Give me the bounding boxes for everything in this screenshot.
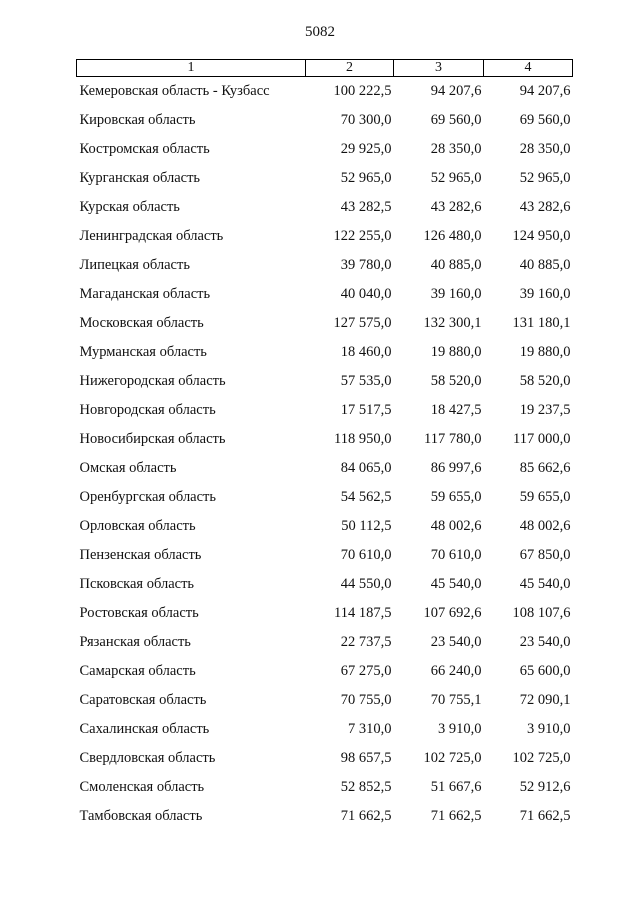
region-name-cell: Кемеровская область - Кузбасс <box>79 83 270 99</box>
value-col-3-cell: 48 002,6 <box>430 518 482 534</box>
value-col-4-cell: 85 662,6 <box>519 460 571 476</box>
region-name-cell: Свердловская область <box>79 750 216 766</box>
value-col-2-cell: 44 550,0 <box>340 576 392 592</box>
table-row <box>77 280 573 309</box>
table-row <box>77 512 573 541</box>
value-col-4-cell: 52 965,0 <box>519 170 571 186</box>
value-col-4-cell: 72 090,1 <box>519 692 571 708</box>
value-col-2-cell: 114 187,5 <box>334 605 392 621</box>
value-col-4-cell: 102 725,0 <box>512 750 571 766</box>
table-row <box>77 570 573 599</box>
value-col-3-cell: 117 780,0 <box>424 431 482 447</box>
value-col-2-cell: 29 925,0 <box>340 141 392 157</box>
column-header-row <box>77 60 573 77</box>
value-col-3-cell: 52 965,0 <box>430 170 482 186</box>
page-number: 5082 <box>305 24 335 40</box>
region-name-cell: Самарская область <box>79 663 196 679</box>
value-col-4-cell: 94 207,6 <box>519 83 571 99</box>
value-col-4-cell: 40 885,0 <box>519 257 571 273</box>
table-row <box>77 686 573 715</box>
value-col-3-cell: 43 282,6 <box>430 199 482 215</box>
table-row <box>77 454 573 483</box>
value-col-4-cell: 124 950,0 <box>512 228 571 244</box>
column-header-2: 2 <box>306 60 394 77</box>
value-col-3-cell: 70 610,0 <box>430 547 482 563</box>
value-col-4-cell: 108 107,6 <box>512 605 571 621</box>
value-col-4-cell: 19 237,5 <box>519 402 571 418</box>
column-header-4: 4 <box>484 60 573 77</box>
region-name-cell: Мурманская область <box>79 344 207 360</box>
column-header-3: 3 <box>394 60 484 77</box>
value-col-2-cell: 71 662,5 <box>340 808 392 824</box>
value-col-2-cell: 52 852,5 <box>340 779 392 795</box>
value-col-3-cell: 70 755,1 <box>430 692 482 708</box>
table-row <box>77 541 573 570</box>
value-col-4-cell: 39 160,0 <box>519 286 571 302</box>
region-name-cell: Оренбургская область <box>79 489 217 505</box>
value-col-3-cell: 45 540,0 <box>430 576 482 592</box>
value-col-3-cell: 40 885,0 <box>430 257 482 273</box>
value-col-3-cell: 86 997,6 <box>430 460 482 476</box>
column-header-1: 1 <box>77 60 306 77</box>
value-col-4-cell: 3 910,0 <box>527 721 571 737</box>
value-col-3-cell: 69 560,0 <box>430 112 482 128</box>
table-row <box>77 715 573 744</box>
table-row <box>77 802 573 831</box>
value-col-2-cell: 118 950,0 <box>334 431 392 447</box>
region-name-cell: Псковская область <box>79 576 195 592</box>
value-col-4-cell: 131 180,1 <box>512 315 571 331</box>
value-col-2-cell: 52 965,0 <box>340 170 392 186</box>
value-col-4-cell: 59 655,0 <box>519 489 571 505</box>
value-col-2-cell: 7 310,0 <box>348 721 392 737</box>
region-name-cell: Сахалинская область <box>79 721 210 737</box>
value-col-4-cell: 67 850,0 <box>519 547 571 563</box>
value-col-3-cell: 23 540,0 <box>430 634 482 650</box>
value-col-3-cell: 102 725,0 <box>423 750 482 766</box>
value-col-3-cell: 126 480,0 <box>423 228 482 244</box>
region-name-cell: Саратовская область <box>79 692 207 708</box>
region-name-cell: Курская область <box>79 199 180 215</box>
data-table <box>76 59 573 831</box>
value-col-2-cell: 70 300,0 <box>340 112 392 128</box>
table-body <box>77 77 573 832</box>
value-col-2-cell: 57 535,0 <box>340 373 392 389</box>
value-col-2-cell: 127 575,0 <box>333 315 392 331</box>
region-name-cell: Новосибирская область <box>79 431 226 447</box>
region-name-cell: Липецкая область <box>79 257 190 273</box>
value-col-2-cell: 50 112,5 <box>341 518 392 534</box>
value-col-2-cell: 98 657,5 <box>340 750 392 766</box>
region-name-cell: Нижегородская область <box>79 373 226 389</box>
value-col-2-cell: 67 275,0 <box>340 663 392 679</box>
region-name-cell: Тамбовская область <box>79 808 203 824</box>
value-col-4-cell: 45 540,0 <box>519 576 571 592</box>
table-row <box>77 773 573 802</box>
value-col-2-cell: 22 737,5 <box>340 634 392 650</box>
table-row <box>77 193 573 222</box>
table-row <box>77 628 573 657</box>
value-col-4-cell: 19 880,0 <box>519 344 571 360</box>
value-col-4-cell: 48 002,6 <box>519 518 571 534</box>
value-col-2-cell: 70 610,0 <box>340 547 392 563</box>
region-name-cell: Костромская область <box>79 141 210 157</box>
table-row <box>77 338 573 367</box>
region-name-cell: Рязанская область <box>79 634 191 650</box>
region-name-cell: Кировская область <box>79 112 196 128</box>
value-col-4-cell: 43 282,6 <box>519 199 571 215</box>
value-col-3-cell: 3 910,0 <box>438 721 482 737</box>
value-col-2-cell: 43 282,5 <box>340 199 392 215</box>
table-row <box>77 106 573 135</box>
region-name-cell: Ростовская область <box>79 605 199 621</box>
table-row <box>77 222 573 251</box>
table-row <box>77 599 573 628</box>
table-row <box>77 396 573 425</box>
value-col-4-cell: 58 520,0 <box>519 373 571 389</box>
value-col-3-cell: 39 160,0 <box>430 286 482 302</box>
value-col-4-cell: 28 350,0 <box>519 141 571 157</box>
value-col-2-cell: 122 255,0 <box>333 228 392 244</box>
region-name-cell: Ленинградская область <box>79 228 224 244</box>
value-col-3-cell: 71 662,5 <box>430 808 482 824</box>
value-col-2-cell: 40 040,0 <box>340 286 392 302</box>
value-col-3-cell: 51 667,6 <box>430 779 482 795</box>
table-row <box>77 425 573 454</box>
table-row <box>77 657 573 686</box>
table-row <box>77 483 573 512</box>
region-name-cell: Орловская область <box>79 518 196 534</box>
region-name-cell: Смоленская область <box>79 779 205 795</box>
value-col-4-cell: 52 912,6 <box>519 779 571 795</box>
value-col-3-cell: 59 655,0 <box>430 489 482 505</box>
value-col-2-cell: 18 460,0 <box>340 344 392 360</box>
table-row <box>77 251 573 280</box>
value-col-3-cell: 66 240,0 <box>430 663 482 679</box>
table-row <box>77 164 573 193</box>
region-name-cell: Новгородская область <box>79 402 216 418</box>
value-col-4-cell: 23 540,0 <box>519 634 571 650</box>
value-col-2-cell: 39 780,0 <box>340 257 392 273</box>
value-col-3-cell: 28 350,0 <box>430 141 482 157</box>
value-col-2-cell: 70 755,0 <box>340 692 392 708</box>
table-row <box>77 135 573 164</box>
table-row <box>77 367 573 396</box>
value-col-3-cell: 107 692,6 <box>423 605 482 621</box>
value-col-3-cell: 58 520,0 <box>430 373 482 389</box>
region-name-cell: Магаданская область <box>79 286 211 302</box>
value-col-3-cell: 19 880,0 <box>430 344 482 360</box>
value-col-3-cell: 18 427,5 <box>430 402 482 418</box>
table-row <box>77 77 573 107</box>
region-name-cell: Омская область <box>79 460 177 476</box>
region-name-cell: Пензенская область <box>79 547 202 563</box>
region-name-cell: Московская область <box>79 315 204 331</box>
value-col-3-cell: 94 207,6 <box>430 83 482 99</box>
value-col-2-cell: 100 222,5 <box>333 83 392 99</box>
value-col-4-cell: 117 000,0 <box>513 431 571 447</box>
region-name-cell: Курганская область <box>79 170 201 186</box>
value-col-3-cell: 132 300,1 <box>423 315 482 331</box>
value-col-2-cell: 54 562,5 <box>340 489 392 505</box>
value-col-4-cell: 71 662,5 <box>519 808 571 824</box>
value-col-4-cell: 65 600,0 <box>519 663 571 679</box>
value-col-4-cell: 69 560,0 <box>519 112 571 128</box>
value-col-2-cell: 17 517,5 <box>340 402 392 418</box>
table-row <box>77 744 573 773</box>
value-col-2-cell: 84 065,0 <box>340 460 392 476</box>
table-row <box>77 309 573 338</box>
